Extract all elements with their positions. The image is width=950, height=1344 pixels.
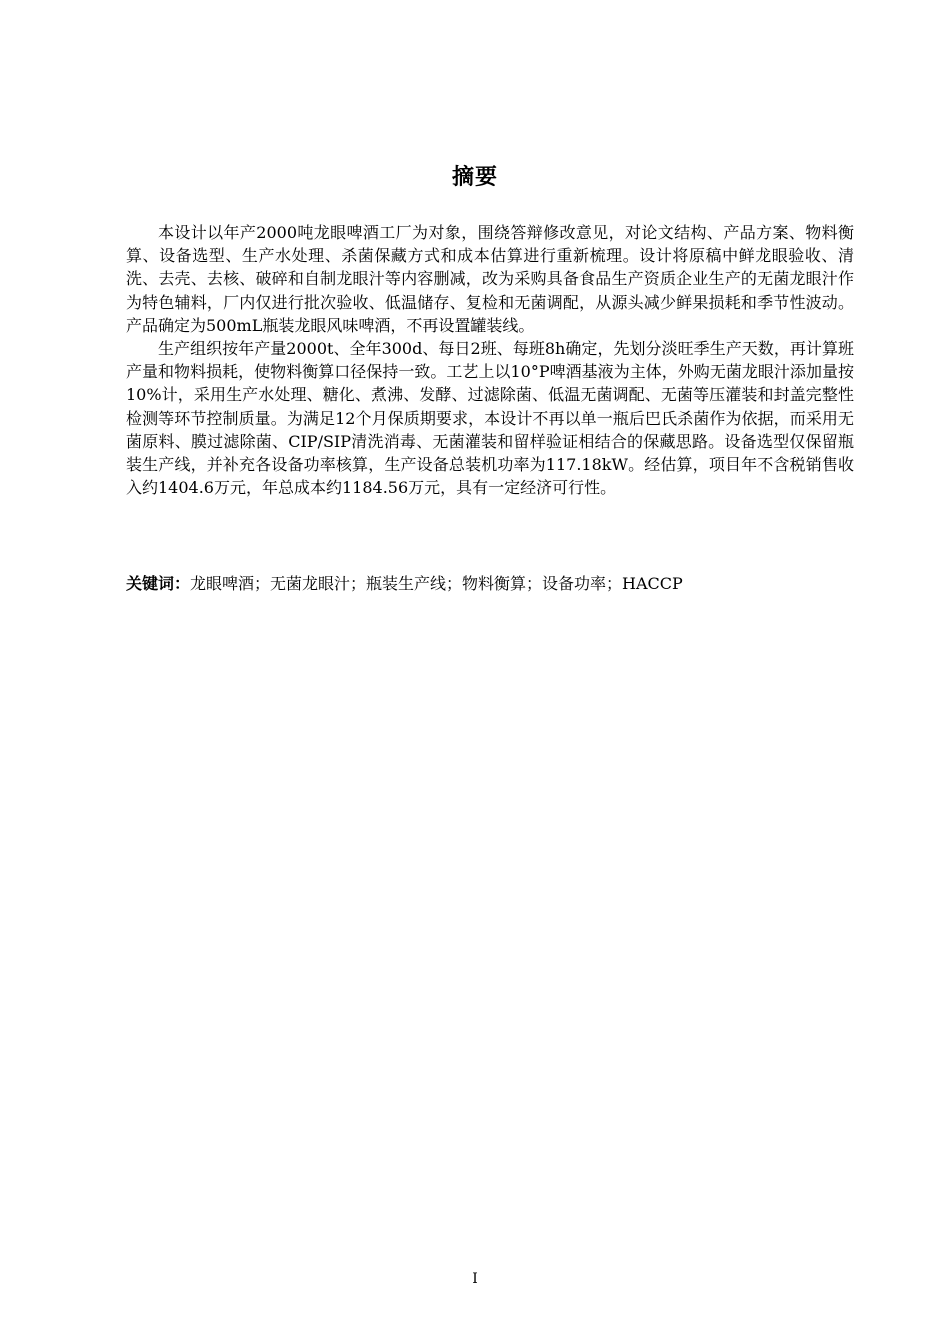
abstract-paragraph-2: 生产组织按年产量2000t、全年300d、每日2班、每班8h确定，先划分淡旺季生产天数，再计算班产量和物料损耗，使物料衡算口径保持一致。工艺上以10°P啤酒基液为主体，外购无菌龙眼汁添加量按10%计，采用生产水处理、糖化、煮沸、发酵、过滤除菌、低温无菌调配、无菌等压灌装和封盖完整性检测等环节控制质量。为满足12个月保质期要求，本设计不再以单一瓶后巴氏杀菌作为依据，而采用无菌原料、膜过滤除菌、CIP/SIP清洗消毒、无菌灌装和留样验证相结合的保藏思路。设备选型仅保留瓶装生产线，并补充各设备功率核算，生产设备总装机功率为117.18kW。经估算，项目年不含税销售收入约1404.6万元，年总成本约1184.56万元，具有一定经济可行性。: [126, 339, 854, 498]
keywords-line: [126, 572, 854, 596]
abstract-title: 摘要: [451, 165, 498, 190]
abstract-body: [126, 221, 854, 499]
page-number: I: [472, 1271, 478, 1287]
abstract-paragraph-1: 本设计以年产2000吨龙眼啤酒工厂为对象，围绕答辩修改意见，对论文结构、产品方案、物料衡算、设备选型、生产水处理、杀菌保藏方式和成本估算进行重新梳理。设计将原稿中鲜龙眼验收、清洗、去壳、去核、破碎和自制龙眼汁等内容删减，改为采购具备食品生产资质企业生产的无菌龙眼汁作为特色辅料，厂内仅进行批次验收、低温储存、复检和无菌调配，从源头减少鲜果损耗和季节性波动。产品确定为500mL瓶装龙眼风味啤酒，不再设置罐装线。: [126, 223, 854, 335]
keywords-text: 龙眼啤酒；无菌龙眼汁；瓶装生产线；物料衡算；设备功率；HACCP: [190, 574, 683, 593]
keywords-label: 关键词：: [126, 574, 191, 593]
